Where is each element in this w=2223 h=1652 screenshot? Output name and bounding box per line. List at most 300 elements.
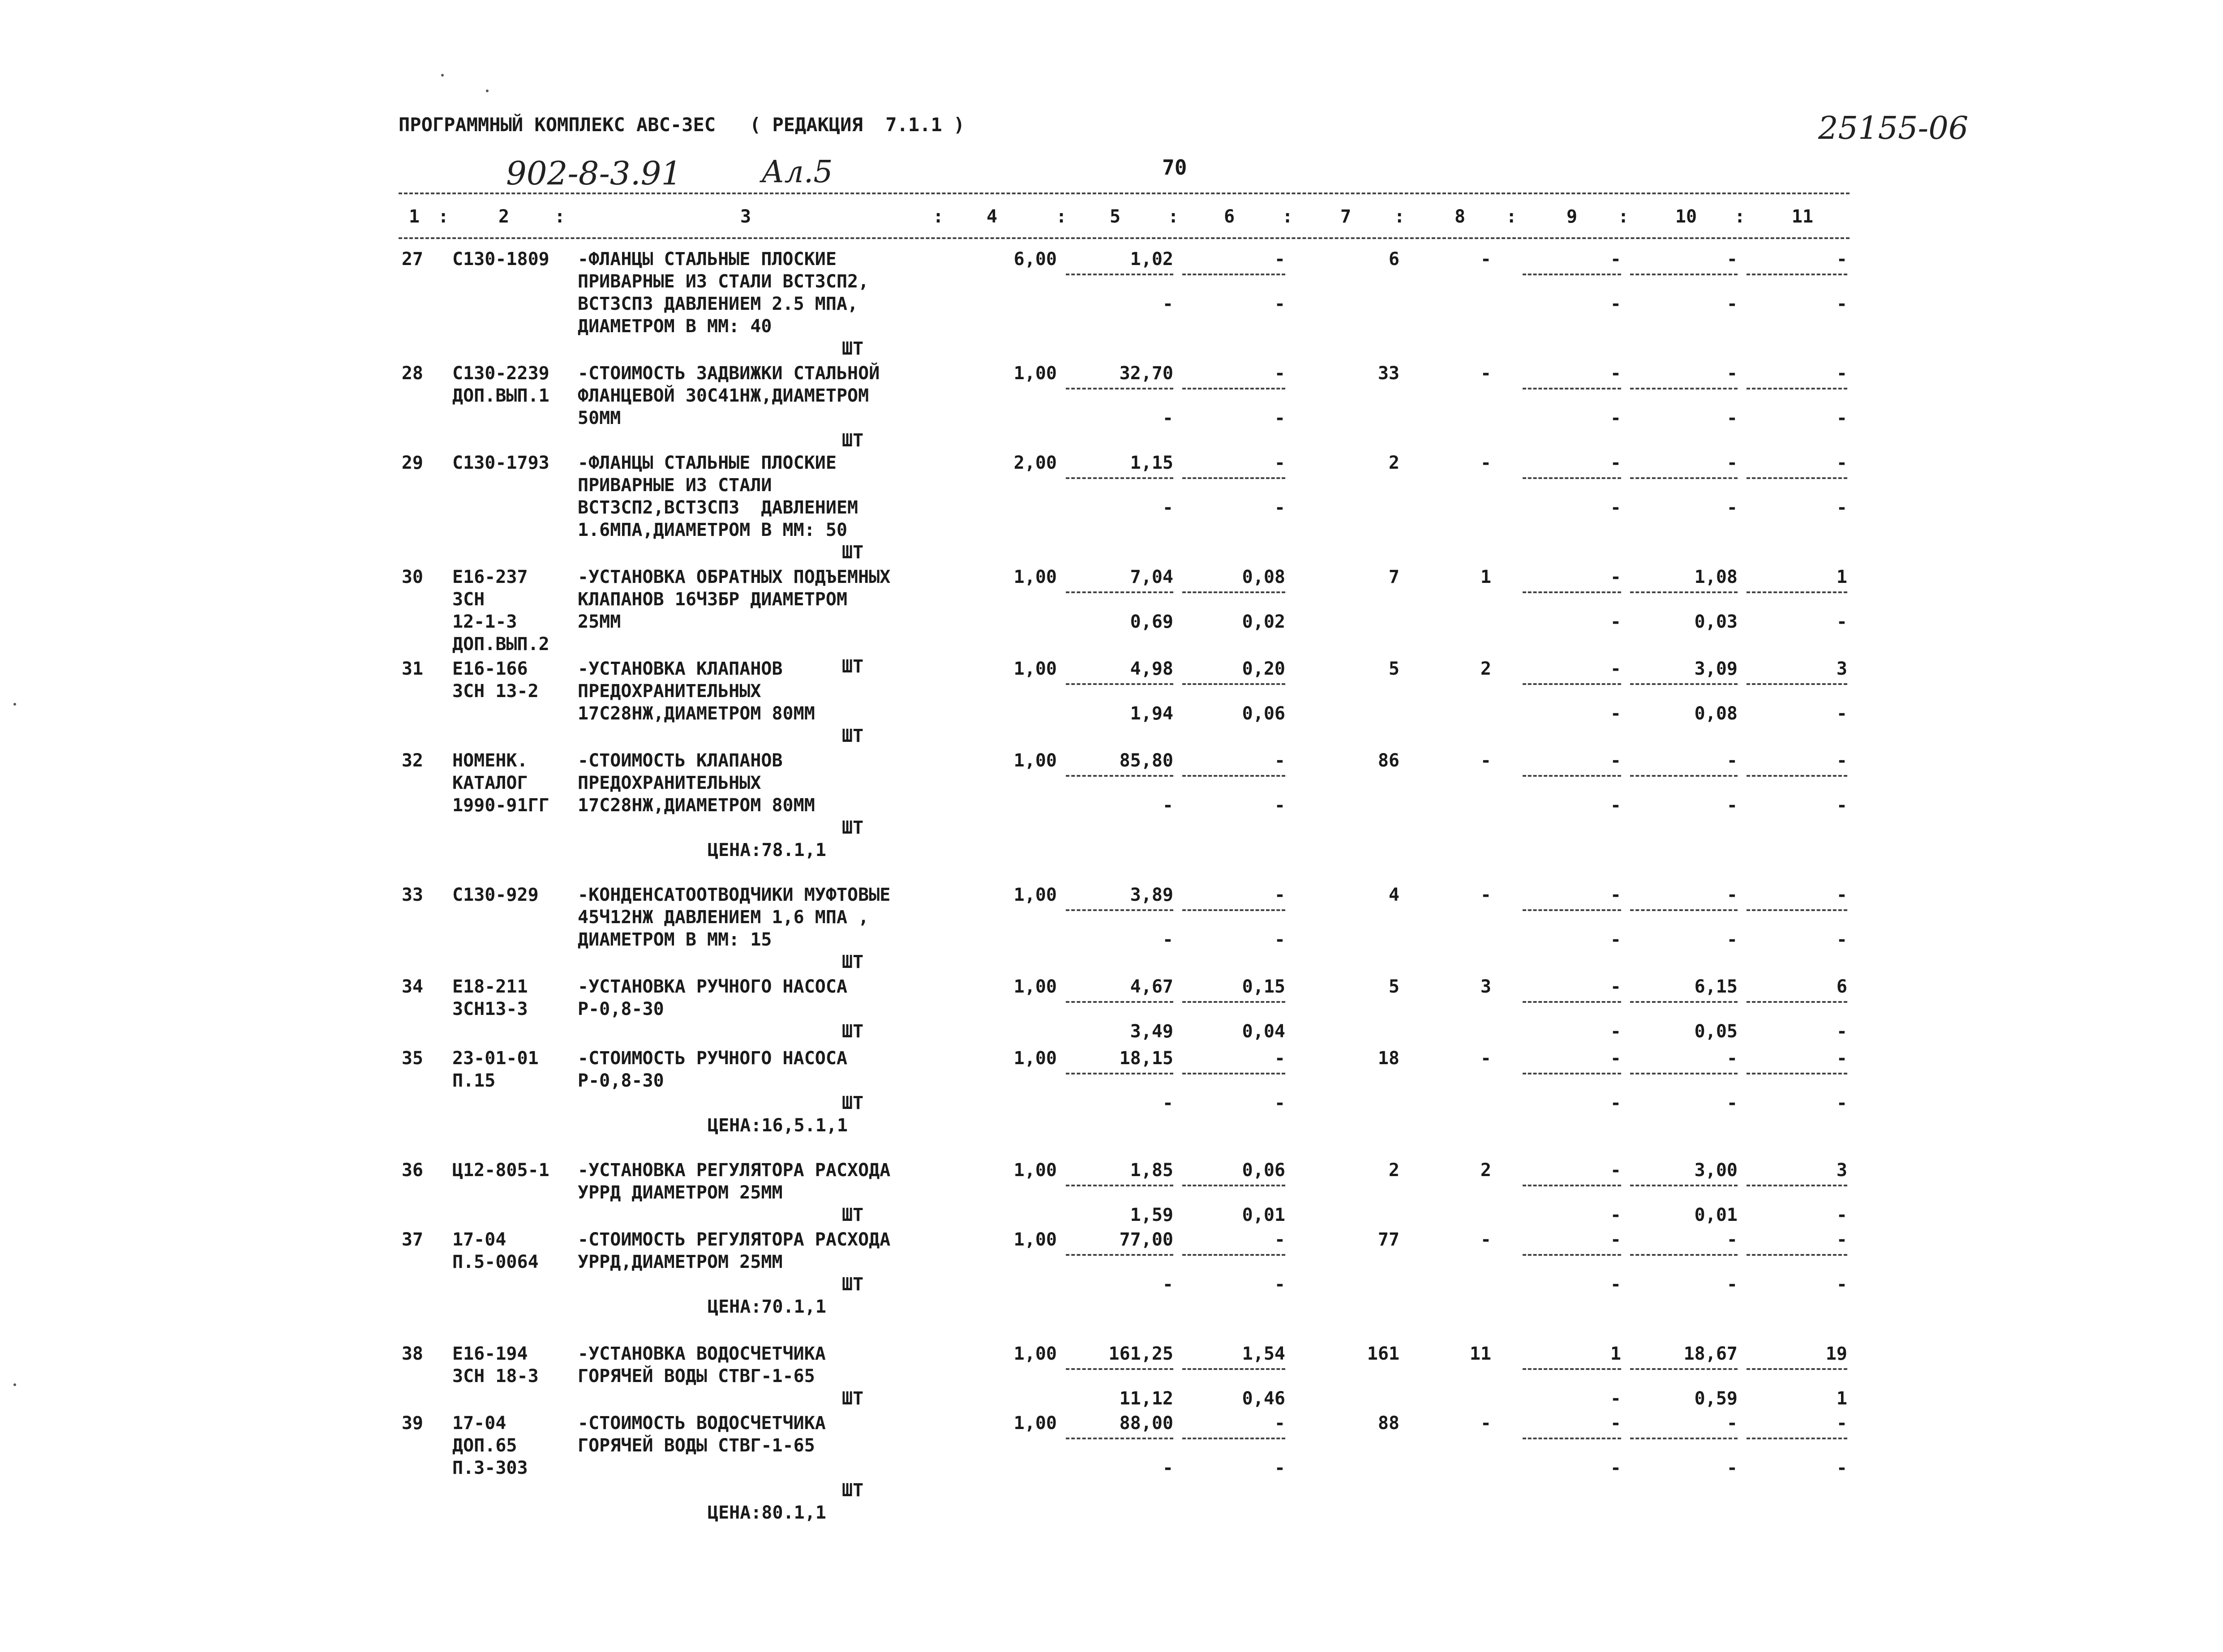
cell-separator: [1182, 477, 1285, 479]
cell-c8: -: [1480, 453, 1491, 473]
cell-c9: -: [1610, 1229, 1621, 1250]
cell2-c6: -: [1274, 497, 1285, 518]
row-description: ДИАМЕТРОМ В ММ: 40: [578, 316, 772, 337]
cell-c10: -: [1726, 750, 1738, 771]
row-code: 12-1-3: [452, 612, 517, 632]
cell-separator: [1630, 1001, 1738, 1003]
cell-c7: 5: [1388, 976, 1399, 997]
cell2-c5: 3,49: [1130, 1021, 1173, 1042]
row-description: УРРД,ДИАМЕТРОМ 25ММ: [578, 1252, 783, 1272]
row-number: 28: [401, 363, 423, 384]
header-rule-bottom: [399, 237, 1850, 239]
row-code: 3СН 13-2: [452, 681, 539, 702]
cell-c7: 88: [1378, 1413, 1399, 1434]
cell-separator: [1523, 591, 1621, 593]
col-sep: :: [1056, 206, 1067, 227]
header-rule-top: [399, 193, 1850, 194]
col-sep: :: [1394, 206, 1405, 227]
cell-separator: [1182, 1001, 1285, 1003]
cell-c10: -: [1726, 1229, 1738, 1250]
cell-separator: [1747, 388, 1847, 389]
row-code: НОМЕНК.: [452, 750, 528, 771]
row-number: 36: [401, 1160, 423, 1181]
cell-c11: -: [1836, 1229, 1847, 1250]
col-10: 10: [1675, 206, 1697, 227]
cell-c7: 2: [1388, 1160, 1399, 1181]
row-code: П.3-303: [452, 1458, 528, 1478]
cell-c6: -: [1274, 1229, 1285, 1250]
cell-c9: 1: [1610, 1344, 1621, 1364]
cell-c10: 3,00: [1694, 1160, 1738, 1181]
row-description: -УСТАНОВКА ВОДОСЧЕТЧИКА: [578, 1344, 826, 1364]
cell2-c11: -: [1836, 1093, 1847, 1113]
cell-separator: [1747, 1368, 1847, 1370]
cell-c5: 32,70: [1119, 363, 1173, 384]
row-description: 1.6МПА,ДИАМЕТРОМ В ММ: 50: [578, 520, 848, 540]
program-header: ПРОГРАММНЫЙ КОМПЛЕКС АВС-3ЕС ( РЕДАКЦИЯ 7.1.1 ): [399, 114, 965, 136]
cell2-c10: -: [1726, 1458, 1738, 1478]
cell-c10: -: [1726, 885, 1738, 905]
cell-c11: 3: [1836, 1160, 1847, 1181]
cell-c4: 1,00: [1013, 750, 1057, 771]
cell2-c9: -: [1610, 1388, 1621, 1409]
cell2-c11: -: [1836, 1458, 1847, 1478]
cell-c5: 1,15: [1130, 453, 1173, 473]
cell-c8: -: [1480, 1229, 1491, 1250]
row-description: -ФЛАНЦЫ СТАЛЬНЫЕ ПЛОСКИЕ: [578, 249, 837, 270]
row-description: -СТОИМОСТЬ ЗАДВИЖКИ СТАЛЬНОЙ: [578, 363, 880, 384]
cell2-c9: -: [1610, 612, 1621, 632]
cell-c10: 18,67: [1683, 1344, 1738, 1364]
row-description: -СТОИМОСТЬ РЕГУЛЯТОРА РАСХОДА: [578, 1229, 891, 1250]
cell2-c9: -: [1610, 703, 1621, 724]
cell-separator: [1066, 274, 1173, 275]
row-description: ПРИВАРНЫЕ ИЗ СТАЛИ: [578, 475, 772, 496]
cell2-c9: -: [1610, 1205, 1621, 1225]
cell2-c10: -: [1726, 408, 1738, 428]
cell-c4: 2,00: [1013, 453, 1057, 473]
cell-c9: -: [1610, 750, 1621, 771]
cell2-c9: -: [1610, 1093, 1621, 1113]
cell-separator: [1630, 909, 1738, 911]
cell-c7: 33: [1378, 363, 1399, 384]
cell-separator: [1523, 909, 1621, 911]
scan-speck: [13, 1383, 16, 1386]
cell-separator: [1747, 1185, 1847, 1186]
row-code: Е16-237: [452, 567, 528, 587]
cell-c4: 1,00: [1013, 1413, 1057, 1434]
cell-c5: 77,00: [1119, 1229, 1173, 1250]
cell-c6: 0,15: [1242, 976, 1285, 997]
scan-speck: [13, 703, 16, 706]
cell-separator: [1066, 1368, 1173, 1370]
cell-separator: [1066, 1254, 1173, 1256]
row-code: 3СН13-3: [452, 999, 528, 1019]
row-description: ДИАМЕТРОМ В ММ: 15: [578, 929, 772, 950]
row-code: Е18-211: [452, 976, 528, 997]
cell-c11: 6: [1836, 976, 1847, 997]
cell2-c5: -: [1162, 929, 1173, 950]
cell-separator: [1630, 591, 1738, 593]
cell2-c10: -: [1726, 795, 1738, 816]
cell2-c5: -: [1162, 497, 1173, 518]
cell2-c9: -: [1610, 1274, 1621, 1295]
col-11: 11: [1791, 206, 1814, 227]
cell-separator: [1182, 1254, 1285, 1256]
cell2-c11: -: [1836, 497, 1847, 518]
unit-label: ШТ: [842, 1274, 864, 1295]
cell-c4: 1,00: [1013, 1344, 1057, 1364]
cell-c9: -: [1610, 659, 1621, 679]
cell-separator: [1182, 1185, 1285, 1186]
cell-c8: -: [1480, 249, 1491, 270]
cell2-c10: 0,03: [1694, 612, 1738, 632]
cell2-c5: -: [1162, 1458, 1173, 1478]
cell2-c5: -: [1162, 1274, 1173, 1295]
cell-c10: 6,15: [1694, 976, 1738, 997]
cell-separator: [1066, 1438, 1173, 1439]
cell-c8: 11: [1469, 1344, 1491, 1364]
cell-c4: 1,00: [1013, 976, 1057, 997]
row-number: 31: [401, 659, 423, 679]
cell-c10: 3,09: [1694, 659, 1738, 679]
cell-separator: [1066, 909, 1173, 911]
cell-c7: 7: [1388, 567, 1399, 587]
cell-c9: -: [1610, 567, 1621, 587]
cell2-c10: -: [1726, 497, 1738, 518]
cell2-c6: 0,06: [1242, 703, 1285, 724]
cell-c11: -: [1836, 1413, 1847, 1434]
cell-c7: 161: [1367, 1344, 1399, 1364]
row-description: -СТОИМОСТЬ КЛАПАНОВ: [578, 750, 783, 771]
row-number: 37: [401, 1229, 423, 1250]
cell-c11: -: [1836, 885, 1847, 905]
cell-c5: 7,04: [1130, 567, 1173, 587]
cell-separator: [1182, 909, 1285, 911]
cell-separator: [1182, 1438, 1285, 1439]
cell-c11: -: [1836, 249, 1847, 270]
row-code: 23-01-01: [452, 1048, 539, 1069]
col-sep: :: [1734, 206, 1746, 227]
cell-c4: 1,00: [1013, 659, 1057, 679]
cell-c4: 1,00: [1013, 1048, 1057, 1069]
col-3: 3: [740, 206, 751, 227]
row-code: С130-2239: [452, 363, 549, 384]
row-description: ВСТ3СП3 ДАВЛЕНИЕМ 2.5 МПА,: [578, 294, 858, 314]
row-description: ГОРЯЧЕЙ ВОДЫ СТВГ-1-65: [578, 1435, 815, 1456]
cell-c8: 3: [1480, 976, 1491, 997]
row-code: ДОП.ВЫП.1: [452, 385, 549, 406]
cell2-c10: -: [1726, 1093, 1738, 1113]
row-description: -УСТАНОВКА РУЧНОГО НАСОСА: [578, 976, 848, 997]
row-description: КЛАПАНОВ 16Ч3БР ДИАМЕТРОМ: [578, 589, 848, 610]
cell-c7: 6: [1388, 249, 1399, 270]
row-code: 17-04: [452, 1413, 506, 1434]
cell-separator: [1523, 1254, 1621, 1256]
scan-speck: [486, 90, 489, 92]
cell-separator: [1182, 388, 1285, 389]
row-number: 38: [401, 1344, 423, 1364]
unit-label: ШТ: [842, 1093, 864, 1113]
cell-separator: [1182, 1073, 1285, 1074]
cell-separator: [1523, 1185, 1621, 1186]
cell2-c11: -: [1836, 929, 1847, 950]
cell-separator: [1523, 1073, 1621, 1074]
cell-separator: [1066, 477, 1173, 479]
cell-separator: [1747, 1001, 1847, 1003]
row-description: -СТОИМОСТЬ РУЧНОГО НАСОСА: [578, 1048, 848, 1069]
row-code: Ц12-805-1: [452, 1160, 549, 1181]
cell-c7: 86: [1378, 750, 1399, 771]
document-number: 25155-06: [1818, 110, 1969, 146]
cell-c6: -: [1274, 249, 1285, 270]
cell-c11: 1: [1836, 567, 1847, 587]
row-number: 32: [401, 750, 423, 771]
price-note: ЦЕНА:70.1,1: [708, 1297, 826, 1317]
cell-c8: -: [1480, 750, 1491, 771]
cell-separator: [1630, 775, 1738, 777]
cell-c11: -: [1836, 1048, 1847, 1069]
cell-c4: 1,00: [1013, 1229, 1057, 1250]
col-4: 4: [986, 206, 998, 227]
cell2-c11: -: [1836, 294, 1847, 314]
cell-c6: 0,20: [1242, 659, 1285, 679]
row-code: С130-1809: [452, 249, 549, 270]
cell-separator: [1747, 1073, 1847, 1074]
row-code: П.15: [452, 1070, 496, 1091]
cell2-c11: 1: [1836, 1388, 1847, 1409]
row-description: -СТОИМОСТЬ ВОДОСЧЕТЧИКА: [578, 1413, 826, 1434]
unit-label: ШТ: [842, 1388, 864, 1409]
cell-c10: -: [1726, 363, 1738, 384]
cell-c5: 3,89: [1130, 885, 1173, 905]
row-description: ФЛАНЦЕВОЙ 30С41НЖ,ДИАМЕТРОМ: [578, 385, 869, 406]
row-description: ПРЕДОХРАНИТЕЛЬНЫХ: [578, 773, 761, 793]
cell-separator: [1747, 683, 1847, 685]
cell-c5: 18,15: [1119, 1048, 1173, 1069]
row-description: ГОРЯЧЕЙ ВОДЫ СТВГ-1-65: [578, 1366, 815, 1387]
row-code: 3СН 18-3: [452, 1366, 539, 1387]
cell-c6: -: [1274, 363, 1285, 384]
cell2-c9: -: [1610, 929, 1621, 950]
cell-c5: 85,80: [1119, 750, 1173, 771]
cell-c5: 4,98: [1130, 659, 1173, 679]
cell-c9: -: [1610, 249, 1621, 270]
cell-c6: -: [1274, 453, 1285, 473]
row-description: Р-0,8-30: [578, 999, 664, 1019]
cell-c9: -: [1610, 363, 1621, 384]
col-6: 6: [1223, 206, 1235, 227]
row-code: 3СН: [452, 589, 485, 610]
cell-separator: [1747, 477, 1847, 479]
cell-separator: [1523, 477, 1621, 479]
cell-separator: [1066, 1185, 1173, 1186]
row-code: Е16-194: [452, 1344, 528, 1364]
cell-separator: [1630, 1185, 1738, 1186]
cell-c6: -: [1274, 750, 1285, 771]
cell-c9: -: [1610, 1048, 1621, 1069]
cell-c11: -: [1836, 453, 1847, 473]
cell2-c10: 0,01: [1694, 1205, 1738, 1225]
cell-c6: 0,06: [1242, 1160, 1285, 1181]
cell-c7: 18: [1378, 1048, 1399, 1069]
price-note: ЦЕНА:80.1,1: [708, 1502, 826, 1523]
row-description: -УСТАНОВКА ОБРАТНЫХ ПОДЪЕМНЫХ: [578, 567, 891, 587]
cell-separator: [1747, 775, 1847, 777]
row-description: ВСТ3СП2,ВСТ3СП3 ДАВЛЕНИЕМ: [578, 497, 858, 518]
row-description: -ФЛАНЦЫ СТАЛЬНЫЕ ПЛОСКИЕ: [578, 453, 837, 473]
cell2-c6: 0,46: [1242, 1388, 1285, 1409]
cell-c10: -: [1726, 1048, 1738, 1069]
cell2-c10: -: [1726, 929, 1738, 950]
unit-label: ШТ: [842, 542, 864, 563]
row-code: С130-929: [452, 885, 539, 905]
unit-label: ШТ: [842, 430, 864, 451]
cell-c11: 19: [1825, 1344, 1847, 1364]
cell-c10: -: [1726, 1413, 1738, 1434]
unit-label: ШТ: [842, 656, 864, 677]
cell-separator: [1066, 683, 1173, 685]
cell-separator: [1066, 591, 1173, 593]
row-description: -УСТАНОВКА КЛАПАНОВ: [578, 659, 783, 679]
cell-c11: -: [1836, 363, 1847, 384]
col-sep: :: [438, 206, 449, 227]
cell2-c11: -: [1836, 1021, 1847, 1042]
row-code: ДОП.65: [452, 1435, 517, 1456]
col-5: 5: [1109, 206, 1121, 227]
row-code: Е16-166: [452, 659, 528, 679]
cell-c8: -: [1480, 1413, 1491, 1434]
cell-c4: 1,00: [1013, 885, 1057, 905]
cell-separator: [1182, 591, 1285, 593]
row-description: УРРД ДИАМЕТРОМ 25ММ: [578, 1182, 783, 1203]
cell2-c6: -: [1274, 1274, 1285, 1295]
cell2-c6: 0,02: [1242, 612, 1285, 632]
cell-c6: 0,08: [1242, 567, 1285, 587]
cell2-c11: -: [1836, 612, 1847, 632]
cell2-c5: -: [1162, 294, 1173, 314]
row-code: П.5-0064: [452, 1252, 539, 1272]
cell2-c11: -: [1836, 1274, 1847, 1295]
cell-c8: 2: [1480, 659, 1491, 679]
cell-c9: -: [1610, 453, 1621, 473]
cell2-c11: -: [1836, 795, 1847, 816]
cell-c7: 2: [1388, 453, 1399, 473]
row-description: 25ММ: [578, 612, 621, 632]
cell2-c6: 0,04: [1242, 1021, 1285, 1042]
cell2-c10: 0,08: [1694, 703, 1738, 724]
cell-c8: 1: [1480, 567, 1491, 587]
col-sep: :: [1618, 206, 1629, 227]
cell-separator: [1523, 388, 1621, 389]
cell-separator: [1747, 591, 1847, 593]
project-code: 902-8-3.91: [506, 154, 682, 192]
cell-c4: 1,00: [1013, 567, 1057, 587]
cell2-c10: 0,05: [1694, 1021, 1738, 1042]
row-number: 29: [401, 453, 423, 473]
cell-separator: [1523, 274, 1621, 275]
cell2-c11: -: [1836, 408, 1847, 428]
cell-c9: -: [1610, 1413, 1621, 1434]
unit-label: ШТ: [842, 1205, 864, 1225]
row-number: 34: [401, 976, 423, 997]
cell-c8: -: [1480, 363, 1491, 384]
cell-c7: 77: [1378, 1229, 1399, 1250]
cell-c4: 1,00: [1013, 1160, 1057, 1181]
col-sep: :: [554, 206, 566, 227]
row-code: 17-04: [452, 1229, 506, 1250]
cell-c7: 4: [1388, 885, 1399, 905]
cell2-c9: -: [1610, 408, 1621, 428]
cell2-c9: -: [1610, 795, 1621, 816]
row-number: 27: [401, 249, 423, 270]
col-sep: :: [932, 206, 944, 227]
unit-label: ШТ: [842, 338, 864, 359]
cell-separator: [1182, 1368, 1285, 1370]
cell2-c10: 0,59: [1694, 1388, 1738, 1409]
row-description: ПРИВАРНЫЕ ИЗ СТАЛИ ВСТ3СП2,: [578, 271, 869, 292]
cell-separator: [1630, 388, 1738, 389]
cell-separator: [1747, 909, 1847, 911]
cell-separator: [1747, 1254, 1847, 1256]
col-7: 7: [1340, 206, 1352, 227]
unit-label: ШТ: [842, 1480, 864, 1501]
cell-c10: -: [1726, 249, 1738, 270]
cell-separator: [1066, 388, 1173, 389]
cell2-c5: -: [1162, 408, 1173, 428]
cell-separator: [1066, 1073, 1173, 1074]
cell2-c5: 1,94: [1130, 703, 1173, 724]
cell2-c5: 11,12: [1119, 1388, 1173, 1409]
cell2-c11: -: [1836, 1205, 1847, 1225]
row-description: 50ММ: [578, 408, 621, 428]
row-number: 39: [401, 1413, 423, 1434]
row-description: 45Ч12НЖ ДАВЛЕНИЕМ 1,6 МПА ,: [578, 907, 869, 928]
cell2-c11: -: [1836, 703, 1847, 724]
cell2-c9: -: [1610, 1458, 1621, 1478]
cell-c4: 6,00: [1013, 249, 1057, 270]
row-code: 1990-91ГГ: [452, 795, 549, 816]
cell-separator: [1630, 1368, 1738, 1370]
cell-separator: [1630, 274, 1738, 275]
cell-c5: 1,85: [1130, 1160, 1173, 1181]
cell2-c6: -: [1274, 408, 1285, 428]
col-1: 1: [408, 206, 420, 227]
cell-c4: 1,00: [1013, 363, 1057, 384]
cell2-c5: 1,59: [1130, 1205, 1173, 1225]
row-number: 35: [401, 1048, 423, 1069]
cell-c5: 88,00: [1119, 1413, 1173, 1434]
cell-c6: 1,54: [1242, 1344, 1285, 1364]
cell-c8: -: [1480, 1048, 1491, 1069]
row-code: КАТАЛОГ: [452, 773, 528, 793]
cell-c6: -: [1274, 1413, 1285, 1434]
cell-separator: [1066, 1001, 1173, 1003]
scan-speck: [441, 74, 444, 77]
row-description: Р-0,8-30: [578, 1070, 664, 1091]
cell-separator: [1523, 775, 1621, 777]
cell2-c5: 0,69: [1130, 612, 1173, 632]
cell-c8: -: [1480, 885, 1491, 905]
cell-separator: [1630, 683, 1738, 685]
col-sep: :: [1506, 206, 1517, 227]
cell-separator: [1747, 1438, 1847, 1439]
cell-c5: 161,25: [1108, 1344, 1173, 1364]
sheet-number: Ал.5: [761, 154, 833, 190]
cell-c5: 4,67: [1130, 976, 1173, 997]
cell2-c5: -: [1162, 1093, 1173, 1113]
cell-c11: 3: [1836, 659, 1847, 679]
